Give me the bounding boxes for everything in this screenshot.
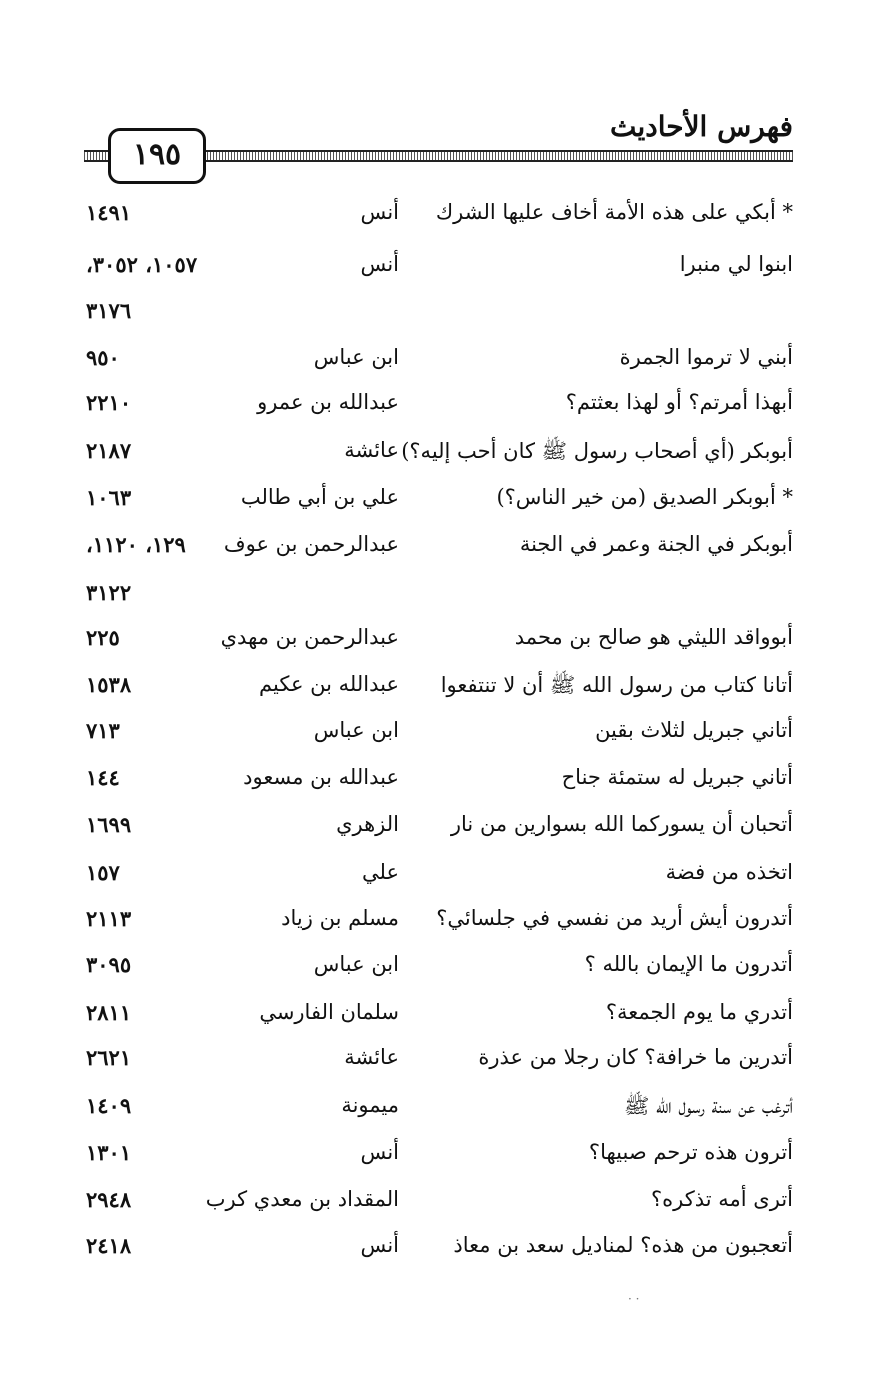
hadith-text: أترغب عن سنة رسول الله ﷺ xyxy=(623,1094,793,1118)
narrator-name: علي بن أبي طالب xyxy=(240,485,399,509)
hadith-reference: ١٤٩١ xyxy=(86,200,132,225)
hadith-text: أتدري ما يوم الجمعة؟ xyxy=(605,1000,793,1024)
hadith-text: أتدرون ما الإيمان بالله ؟ xyxy=(584,952,793,976)
hadith-reference: ١٤٤ xyxy=(86,765,120,790)
index-row xyxy=(0,200,873,240)
narrator-name: المقداد بن معدي كرب xyxy=(205,1187,399,1211)
narrator-name: مسلم بن زياد xyxy=(281,906,399,930)
hadith-reference: ١٤٠٩ xyxy=(86,1093,132,1118)
hadith-text: أبني لا ترموا الجمرة xyxy=(619,345,793,369)
hadith-reference: ١٥٣٨ xyxy=(86,672,132,697)
narrator-name: عبدالله بن مسعود xyxy=(243,765,399,789)
index-row xyxy=(0,252,873,292)
narrator-name: أنس xyxy=(360,200,399,224)
index-row xyxy=(0,1093,873,1133)
hadith-text: أتحبان أن يسوركما الله بسوارين من نار xyxy=(450,812,793,836)
hadith-reference: ٢١٨٧ xyxy=(86,438,132,463)
hadith-reference: ٩٥٠ xyxy=(86,345,120,370)
hadith-text: أتعجبون من هذه؟ لمناديل سعد بن معاذ xyxy=(453,1233,793,1257)
index-row xyxy=(0,906,873,946)
narrator-name: ابن عباس xyxy=(313,345,399,369)
hadith-text: أتدرون أيش أريد من نفسي في جلسائي؟ xyxy=(436,906,793,930)
hadith-text: أتاني جبريل لثلاث بقين xyxy=(595,718,793,742)
index-row xyxy=(0,1187,873,1227)
index-row xyxy=(0,438,873,478)
hadith-reference: ١٢٩، ١١٢٠، xyxy=(86,532,186,557)
page-number: ١٩٥ xyxy=(108,128,206,184)
index-row xyxy=(0,1140,873,1180)
index-row xyxy=(0,718,873,758)
hadith-text: أبوبكر (أي أصحاب رسول ﷺ كان أحب إليه؟) xyxy=(401,439,793,463)
hadith-text: أبهذا أمرتم؟ أو لهذا بعثتم؟ xyxy=(565,390,793,414)
index-row xyxy=(0,1000,873,1040)
hadith-text: أتانا كتاب من رسول الله ﷺ أن لا تنتفعوا xyxy=(440,673,793,697)
hadith-reference: ٢٨١١ xyxy=(86,1000,132,1025)
narrator-name: ابن عباس xyxy=(313,718,399,742)
hadith-text: أترى أمه تذكره؟ xyxy=(651,1187,793,1211)
hadith-text: * أبوبكر الصديق (من خير الناس؟) xyxy=(496,485,793,509)
narrator-name: أنس xyxy=(360,252,399,276)
hadith-reference: ٧١٣ xyxy=(86,718,120,743)
index-row xyxy=(0,1045,873,1085)
hadith-reference: ٢٦٢١ xyxy=(86,1045,132,1070)
index-row xyxy=(0,580,873,620)
hadith-text: ابنوا لي منبرا xyxy=(679,252,793,276)
narrator-name: أنس xyxy=(360,1233,399,1257)
narrator-name: عبدالرحمن بن مهدي xyxy=(220,625,399,649)
hadith-reference: ١٠٥٧، ٣٠٥٢، xyxy=(86,252,198,277)
narrator-name: علي xyxy=(362,860,399,884)
index-row xyxy=(0,298,873,338)
hadith-reference: ١٥٧ xyxy=(86,860,120,885)
hadith-reference: ٢١١٣ xyxy=(86,906,132,931)
hadith-reference: ٢٩٤٨ xyxy=(86,1187,132,1212)
index-row xyxy=(0,812,873,852)
narrator-name: عبدالرحمن بن عوف xyxy=(223,532,399,556)
hadith-reference: ١٦٩٩ xyxy=(86,812,132,837)
narrator-name: عبدالله بن عمرو xyxy=(257,390,399,414)
index-row xyxy=(0,625,873,665)
hadith-reference: ١٠٦٣ xyxy=(86,485,132,510)
hadith-text: * أبكي على هذه الأمة أخاف عليها الشرك xyxy=(435,200,793,224)
index-row xyxy=(0,952,873,992)
narrator-name: ميمونة xyxy=(341,1093,399,1117)
hadith-reference: ٣٠٩٥ xyxy=(86,952,132,977)
hadith-reference: ٢٤١٨ xyxy=(86,1233,132,1258)
hadith-text: أتدرين ما خرافة؟ كان رجلا من عذرة xyxy=(478,1045,793,1069)
narrator-name: عائشة xyxy=(344,1045,399,1069)
hadith-text: أبوواقد الليثي هو صالح بن محمد xyxy=(514,625,793,649)
hadith-reference: ١٣٠١ xyxy=(86,1140,132,1165)
narrator-name: الزهري xyxy=(336,812,399,836)
index-row xyxy=(0,672,873,712)
index-row xyxy=(0,345,873,385)
narrator-name: عائشة xyxy=(344,438,399,462)
index-row xyxy=(0,765,873,805)
hadith-text: أتاني جبريل له ستمئة جناح xyxy=(561,765,793,789)
hadith-text: أترون هذه ترحم صبيها؟ xyxy=(588,1140,793,1164)
narrator-name: عبدالله بن عكيم xyxy=(259,672,399,696)
index-row xyxy=(0,532,873,572)
narrator-name: ابن عباس xyxy=(313,952,399,976)
index-row xyxy=(0,1233,873,1273)
index-row xyxy=(0,390,873,430)
index-row xyxy=(0,485,873,525)
decorative-dots: · · xyxy=(628,1292,640,1306)
hadith-reference: ٣١٧٦ xyxy=(86,298,132,323)
narrator-name: أنس xyxy=(360,1140,399,1164)
hadith-text: أبوبكر في الجنة وعمر في الجنة xyxy=(519,532,793,556)
hadith-reference: ٢٢٥ xyxy=(86,625,120,650)
index-row xyxy=(0,860,873,900)
hadith-text: اتخذه من فضة xyxy=(665,860,793,884)
hadith-reference: ٢٢١٠ xyxy=(86,390,132,415)
running-title: فهرس الأحاديث xyxy=(609,110,793,143)
narrator-name: سلمان الفارسي xyxy=(259,1000,399,1024)
hadith-reference: ٣١٢٢ xyxy=(86,580,132,605)
